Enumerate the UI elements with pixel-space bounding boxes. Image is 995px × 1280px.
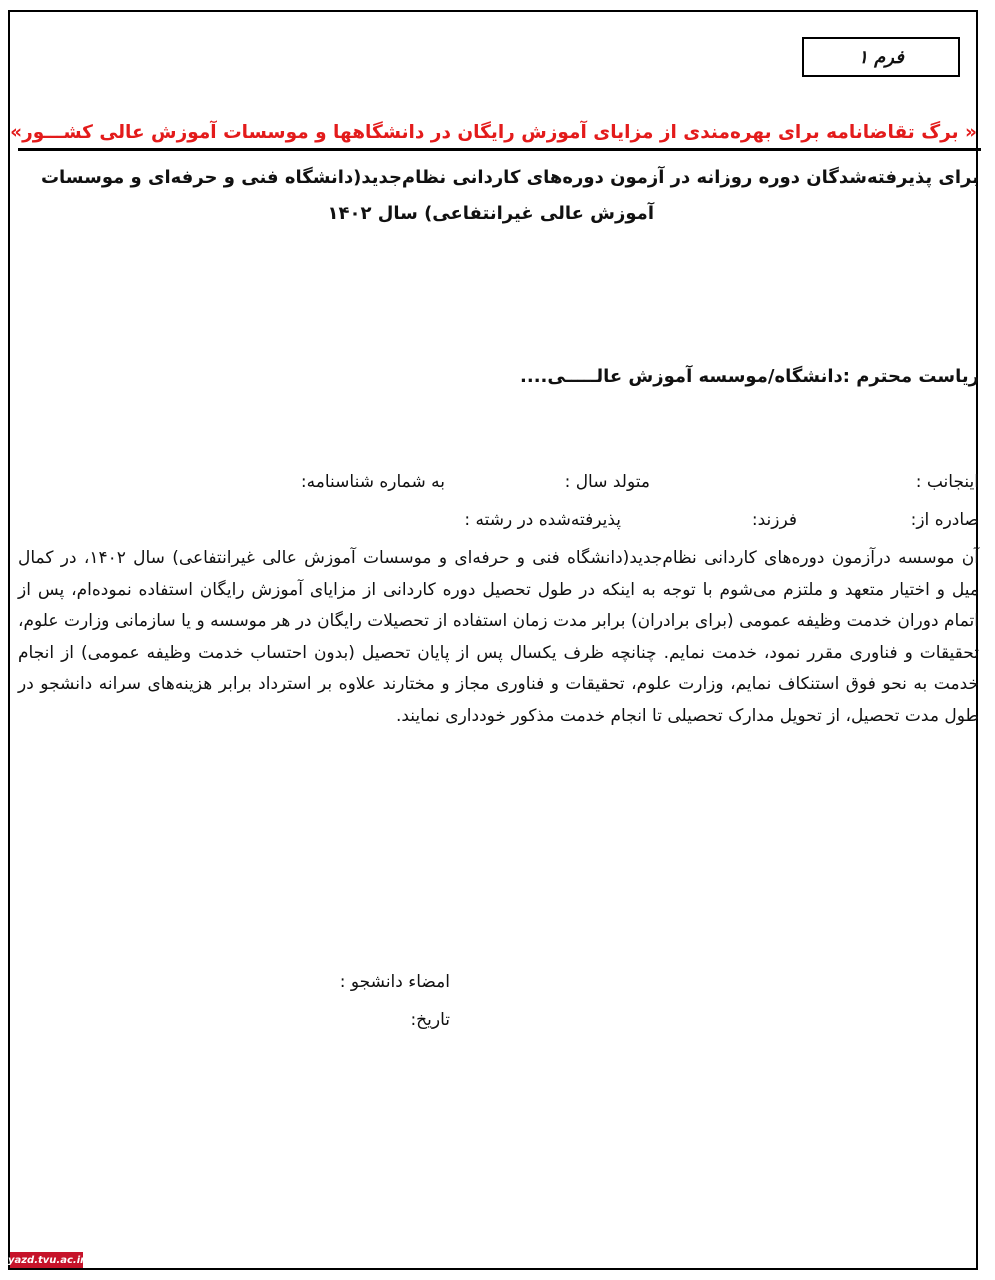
subtitle-line-1: برای پذیرفته‌شدگان دوره روزانه در آزمون دوره‌های کاردانی نظام‌جدید(دانشگاه فنی و حرفه‌ای و موسسات — [40, 167, 979, 188]
field-applicant: اینجانب : — [915, 472, 979, 492]
form-label-box — [802, 37, 960, 77]
field-issued-from: صادره از: — [910, 510, 979, 530]
document-title: « برگ تقاضانامه برای بهره‌مندی از مزایای آموزش رایگان در دانشگاهها و موسسات آموزش عالی کشـــور» — [10, 122, 977, 143]
field-id-number: به شماره شناسنامه: — [300, 472, 445, 492]
subtitle-line-2: آموزش عالی غیرانتفاعی) سال ۱۴۰۲ — [327, 203, 654, 224]
address-line: ریاست محترم :دانشگاه/موسسه آموزش عالـــــی.... — [520, 366, 979, 387]
student-signature-label: امضاء دانشجو : — [339, 972, 450, 992]
fields-row-1 — [0, 472, 995, 496]
form-label: فرم ۱ — [858, 46, 904, 68]
field-child-of: فرزند: — [751, 510, 797, 530]
fields-row-2 — [0, 510, 995, 534]
site-watermark: yazd.tvu.ac.ir — [10, 1252, 83, 1268]
field-admitted-major: پذیرفته‌شده در رشته : — [464, 510, 621, 530]
title-underline — [18, 148, 981, 151]
document-subtitle — [40, 160, 979, 232]
field-birth-year: متولد سال : — [564, 472, 650, 492]
date-label: تاریخ: — [410, 1010, 450, 1030]
commitment-paragraph: آن موسسه درآزمون دوره‌های کاردانی نظام‌جدید(دانشگاه فنی و حرفه‌ای و موسسات آموزش عالی غیرانتفاعی) سال ۱۴۰۲، در کمال میل و اختیار متعهد و ملتزم می‌شوم با توجه به اینکه در طول تحصیل دوره کاردانی از مزایای آموزش رایگان استفاده نموده‌ام، پس از اتمام دوران خدمت وظیفه عمومی (برای برادران) برابر مدت زمان استفاده از تحصیلات رایگان در هر موسسه و یا سازمانی وزارت علوم، تحقیقات و فناوری مقرر نمود، خدمت نمایم. چنانچه ظرف یکسال پس از پایان تحصیل (بدون احتساب خدمت وظیفه عمومی) از انجام خدمت به نحو فوق استنکاف نمایم، وزارت علوم، تحقیقات و فناوری مجاز و مختارند علاوه بر استرداد برابر هزینه‌های سرانه دانشجو در طول مدت تحصیل، از تحویل مدارک تحصیلی تا انجام خدمت مذکور خودداری نمایند. — [18, 548, 979, 726]
